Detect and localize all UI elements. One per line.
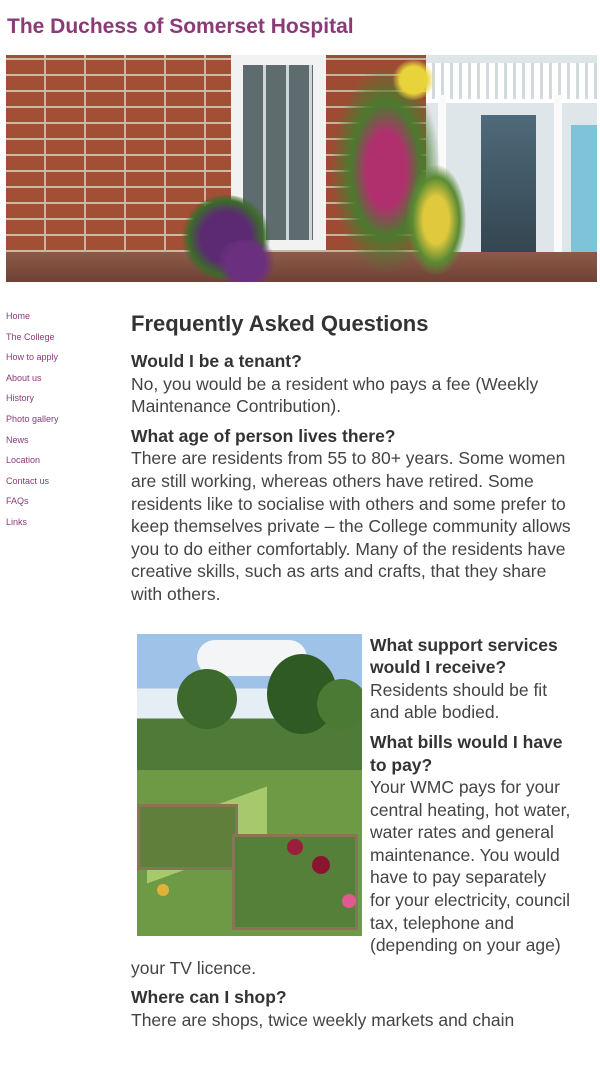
main-nav (6, 306, 106, 533)
nav-faqs[interactable]: FAQs (6, 496, 29, 507)
site-title: The Duchess of Somerset Hospital (7, 15, 354, 38)
nav-links[interactable]: Links (6, 516, 28, 527)
faq-answer: No, you would be a resident who pays a fee (Weekly Maintenance Contribution). (131, 373, 539, 417)
nav-the-college[interactable]: The College (6, 331, 55, 342)
nav-contact-us[interactable]: Contact us (6, 475, 50, 486)
nav-history[interactable]: History (6, 393, 35, 404)
nav-about-us[interactable]: About us (6, 372, 42, 383)
nav-news[interactable]: News (6, 434, 29, 445)
nav-home[interactable]: Home (6, 311, 31, 321)
garden-photo (137, 634, 362, 936)
faq-answer: Your WMC pays for your central heating, hot water, water rates and general maintenance. You would have to pay separately for your electricity, council tax, telephone and (depending on your age) your TV licence. (131, 777, 571, 978)
nav-how-to-apply[interactable]: How to apply (6, 352, 59, 363)
faq-question: What bills would I have to pay? (370, 731, 563, 775)
page-title: Frequently Asked Questions (131, 311, 429, 336)
faq-answer: Residents should be fit and able bodied. (370, 679, 548, 723)
faq-question: Where can I shop? (131, 987, 287, 1008)
faq-question: What support services would I receive? (370, 634, 558, 678)
faq-content (131, 310, 571, 1039)
nav-photo-gallery[interactable]: Photo gallery (6, 413, 59, 424)
nav-location[interactable]: Location (6, 455, 41, 466)
faq-question: Would I be a tenant? (131, 351, 302, 371)
faq-answer: There are residents from 55 to 80+ years. Some women are still working, whereas others have retired. Some residents like to socialise with others and some prefer to keep themselves private – the College community allows you to do either comfortably. Many of the residents have creative skills, such as arts and crafts, that they share with others. (131, 448, 571, 604)
hero-photo (6, 55, 597, 282)
faq-answer: There are shops, twice weekly markets and chain (131, 1010, 515, 1031)
faq-question: What age of person lives there? (131, 425, 396, 446)
